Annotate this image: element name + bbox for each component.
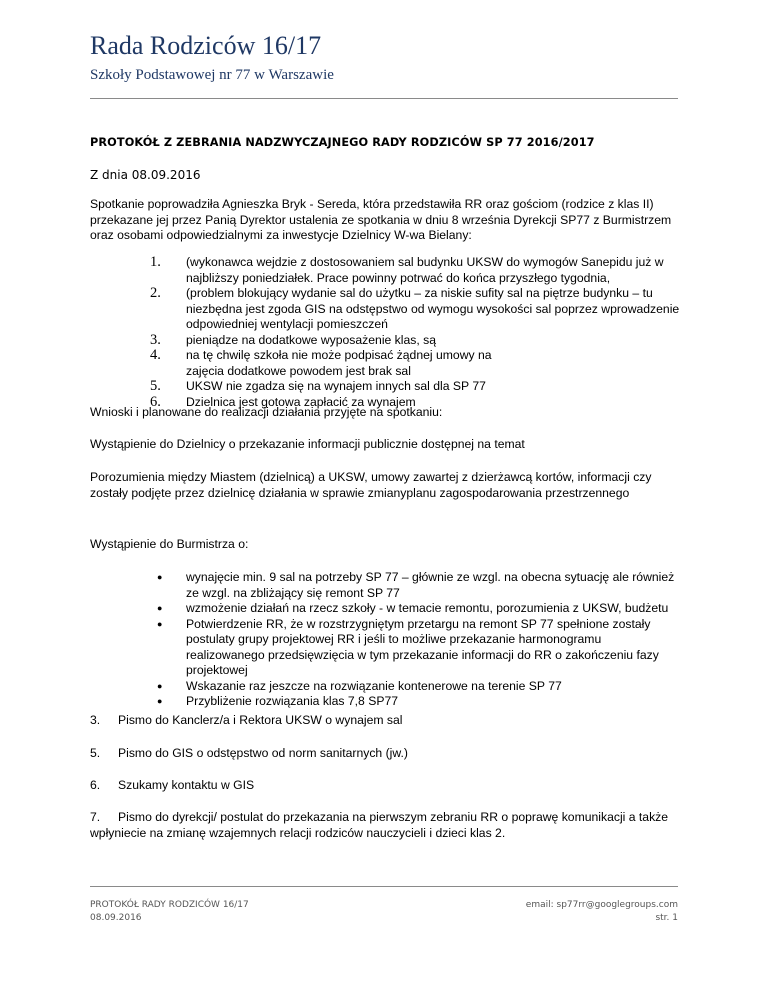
list-item — [150, 255, 680, 286]
bullet-icon: ● — [157, 603, 163, 613]
list-text: pieniądze na dodatkowe wyposażenie klas, są — [186, 332, 437, 347]
agreements-paragraph: Porozumienia między Miastem (dzielnicą) a UKSW, umowy zawartej z dzierżawcą kortów, informacji czy zostały podjęte przez dzielnicę działania w sprawie zmianyplanu zagospodarowania przestrzennego — [90, 470, 652, 500]
footer-protocol-title: PROTOKÓŁ RADY RODZICÓW 16/17 — [90, 900, 249, 910]
list-text: wzmożenie działań na rzecz szkoły - w temacie remontu, porozumienia z UKSW, budżetu — [186, 601, 669, 615]
list-text: Potwierdzenie RR, że w rozstrzygniętym przetargu na remont SP 77 spełnione zostały postulaty grupy projektowej RR i jeśli to możliwe przekazanie harmonogramu realizowanego przedsięwzięcia w tym przekazanie informacji do RR o zakończeniu fazy projektowej — [186, 616, 659, 677]
bullet-icon: ● — [157, 572, 163, 582]
list-number: 3. — [150, 331, 161, 348]
action-item — [90, 713, 680, 729]
footer-right — [526, 899, 678, 925]
list-number: 4. — [150, 347, 161, 363]
list-item — [157, 570, 680, 601]
list-item — [157, 679, 680, 695]
list-item — [150, 348, 680, 379]
footer-email: email: sp77rr@googlegroups.com — [525, 900, 678, 910]
list-text: na tę chwilę szkoła nie może podpisać żądnej umowy na zajęcia dodatkowe powodem jest brak sal — [186, 348, 492, 378]
bullet-icon: ● — [157, 680, 163, 691]
district-request: Wystąpienie do Dzielnicy o przekazanie informacji publicznie dostępnej na temat — [90, 437, 525, 451]
footer-left — [90, 899, 249, 925]
header-rule — [90, 98, 678, 99]
action-text: Pismo do GIS o odstępstwo od norm sanitarnych (jw.) — [118, 746, 408, 760]
action-text: Szukamy kontaktu w GIS — [118, 778, 255, 792]
list-text: Dzielnica jest gotowa zapłacić za wynajem — [186, 394, 416, 409]
action-item — [90, 746, 680, 762]
action-item — [90, 778, 680, 794]
action-number: 5. — [90, 746, 101, 760]
action-number: 7. — [90, 810, 101, 824]
list-text: (problem blokujący wydanie sal do użytku – za niskie sufity sal na piętrze budynku – tu niezbędna jest zgoda GIS na odstępstwo od wymogu wysokości sal poprzez wprowadzenie odpowiedniej wentylacji pomieszczeń — [186, 286, 680, 331]
footer-date: 08.09.2016 — [90, 913, 142, 923]
list-number: 1. — [150, 254, 161, 270]
list-item — [157, 694, 680, 710]
list-item — [150, 333, 680, 349]
list-number: 6. — [150, 393, 161, 410]
document-title: PROTOKÓŁ Z ZEBRANIA NADZWYCZAJNEGO RADY RODZICÓW SP 77 2016/2017 — [90, 136, 595, 149]
list-text: Wskazanie raz jeszcze na rozwiązanie kontenerowe na terenie SP 77 — [186, 678, 562, 693]
list-item — [150, 379, 680, 395]
list-item — [150, 286, 680, 333]
bullet-icon: ● — [157, 618, 163, 629]
footer-page-number: str. 1 — [655, 913, 678, 923]
list-number: 5. — [150, 378, 161, 394]
intro-paragraph: Spotkanie poprowadziła Agnieszka Bryk - Sereda, która przedstawiła RR oraz gościom (rodzice z klas II) przekazane jej przez Panią Dyrektor ustalenia ze spotkania w dniu 8 września Dyrekcji SP77 z Burmistrzem oraz osobami odpowiedzialnymi za inwestycje Dzielnicy W-wa Bielany: — [90, 197, 672, 242]
conclusions-heading: Wnioski i planowane do realizacji działania przyjęte na spotkaniu: — [90, 405, 443, 419]
numbered-list — [150, 255, 680, 410]
action-number: 3. — [90, 713, 101, 727]
bullet-icon: ● — [157, 696, 163, 706]
list-text: (wykonawca wejdzie z dostosowaniem sal budynku UKSW do wymogów Sanepidu już w najbliższy poniedziałek. Prace powinny potrwać do końca przyszłego tygodnia, — [186, 255, 664, 285]
list-text: UKSW nie zgadza się na wynajem innych sal dla SP 77 — [186, 379, 486, 393]
list-item — [157, 601, 680, 617]
list-text: wynajęcie min. 9 sal na potrzeby SP 77 – głównie ze wzgl. na obecna sytuację ale również ze wzgl. na zbliżający się remont SP 77 — [186, 570, 675, 600]
list-item — [157, 617, 680, 679]
action-number: 6. — [90, 778, 101, 792]
document-date: Z dnia 08.09.2016 — [90, 168, 201, 182]
action-item — [90, 810, 680, 841]
bullet-list — [157, 570, 680, 710]
list-text: Przybliżenie rozwiązania klas 7,8 SP77 — [186, 694, 399, 708]
action-text: Pismo do Kanclerz/a i Rektora UKSW o wynajem sal — [118, 713, 403, 727]
action-text: Pismo do dyrekcji/ postulat do przekazania na pierwszym zebraniu RR o poprawę komunikacji a także wpłyniecie na zmianę wzajemnych relacji rodziców nauczycieli i dzieci klas 2. — [90, 810, 669, 840]
mayor-heading: Wystąpienie do Burmistrza o: — [90, 537, 249, 551]
header-subtitle: Szkoły Podstawowej nr 77 w Warszawie — [90, 67, 334, 83]
header-title: Rada Rodziców 16/17 — [90, 31, 322, 60]
footer-rule — [90, 886, 678, 887]
list-number: 2. — [150, 285, 161, 301]
